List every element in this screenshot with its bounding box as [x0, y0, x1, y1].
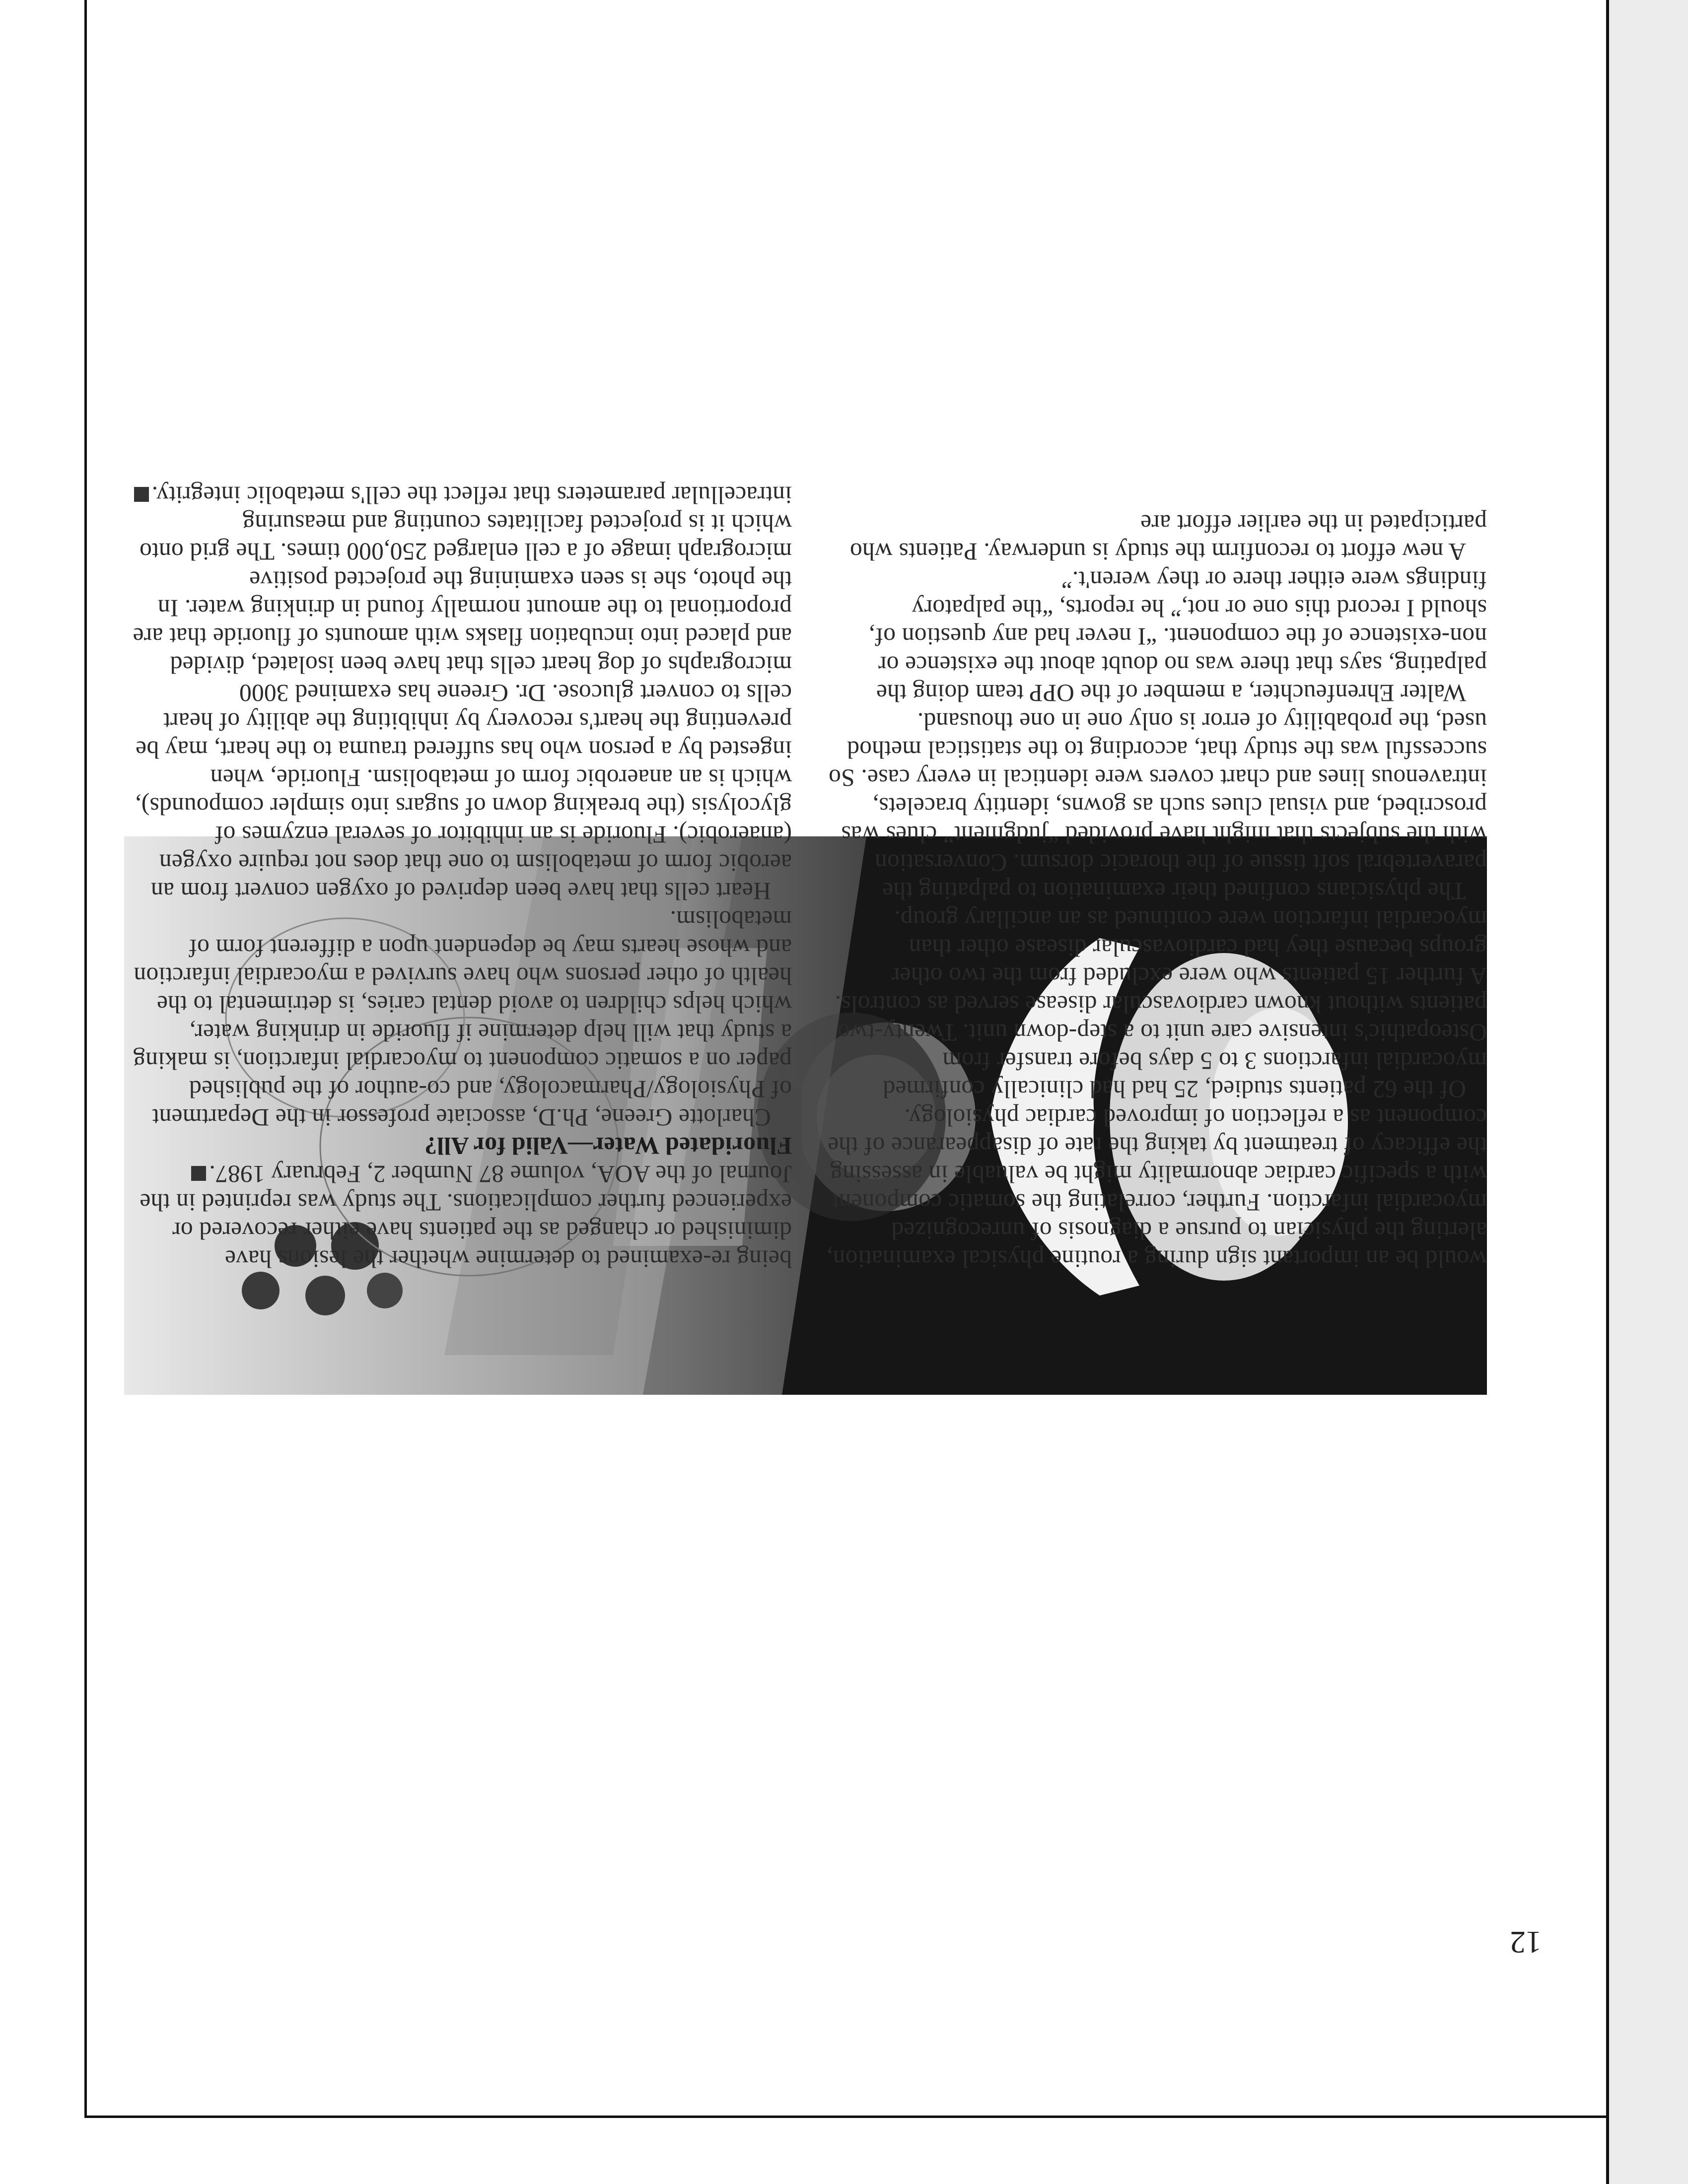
article-column-left — [827, 509, 1487, 1273]
paragraph: Of the 62 patients studied, 25 had had clinically confirmed myocardial infarctions 3 to 5 days before transfer from Osteopathic's intensive care unit to a step-down unit. Twenty-two patients without known cardiovascular disease served as controls. A further 15 patients who were excluded from the two other groups because they had cardiovascular disease other than myocardial infarction were continued as an ancillary group. — [835, 906, 1487, 1103]
paragraph-text: Heart cells that have been deprived of oxygen convert from an aerobic form of metabolism to one that does not require oxygen (anaerobic). Fluoride is an inhibitor of several enzymes of glycolysis (the breaking down of sugars into simpler compounds), which is an anaerobic form of metabolism. Fluoride, when ingested by a person who has suffered trauma to the heart, may be preventing the heart's recovery by inhibiting the ability of heart cells to convert glucose. Dr. Greene has examined 3000 micrographs of dog heart cells that have been isolated, divided and placed into incubation flasks with amounts of fluoride that are proportional to the amount normally found in drinking water. In the photo, she is seen examining the projected positive micrograph image of a cell enlarged 250,000 times. The grid onto which it is projected facilitates counting and measuring intracellular parameters that reflect the cell's metabolic integrity. — [133, 481, 792, 905]
paragraph — [132, 481, 792, 905]
paragraph: Charlotte Greene, Ph.D, associate professor in the Department of Physiology/Pharmacology, and co-author of the published paper on a somatic component to myocardial infarction, is making a study that will help determine if fluoride in drinking water, which helps children to avoid dental caries, is detrimental to the health of other persons who have survived a myocardial infarction and whose hearts may be dependent upon a different form of metabolism. — [133, 906, 792, 1131]
page-number: 12 — [1510, 1925, 1542, 1960]
end-mark-icon — [134, 487, 149, 502]
scanner-edge — [1606, 0, 1688, 2184]
page-border-bottom — [84, 2116, 1606, 2118]
page-border-left — [84, 0, 87, 2116]
paragraph: Walter Ehrenfeuchter, a member of the OPP team doing the palpating, says that there was no doubt about the existence or non-existence of the component. “I never had any question of, should I record this one or not,” he reports, “the palpatory findings were either there or they weren't.” — [868, 566, 1487, 707]
paragraph: A new effort to reconfirm the study is underway. Patients who participated in the earlier effort are — [849, 510, 1487, 565]
article-column-right — [132, 481, 792, 1273]
paragraph-text: being re-examined to determine whether the lesions have diminished or changed as the patients have either recovered or experienced further complications. The study was reprinted in the Journal of the AOA, volume 87 Number 2, February 1987. — [140, 1160, 792, 1273]
paragraph: The physicians confined their examination to palpating the paravertebral soft tissue of the thoracic dorsum. Conversation with the subjects that might have provided “judgment” clues was proscribed, and visual clues such as gowns, identity bracelets, intravenous lines and chart covers were identical in every case. So successful was the study that, according to the statistical method used, the probability of error is only one in one thousand. — [828, 708, 1487, 905]
paragraph — [132, 1160, 792, 1273]
end-mark-icon — [191, 1166, 206, 1181]
section-heading: Fluoridated Water—Valid for All? — [424, 1132, 792, 1160]
paragraph: would be an important sign during a routine physical examination, alerting the physician to pursue a diagnosis of unrecognized myocardial infarction. Further, correlating the somatic component with a specific cardiac abnormality might be valuable in assessing the efficacy of treatment by taking the rate of disappearance of the component as a reflection of improved cardiac physiology. — [827, 1104, 1487, 1273]
